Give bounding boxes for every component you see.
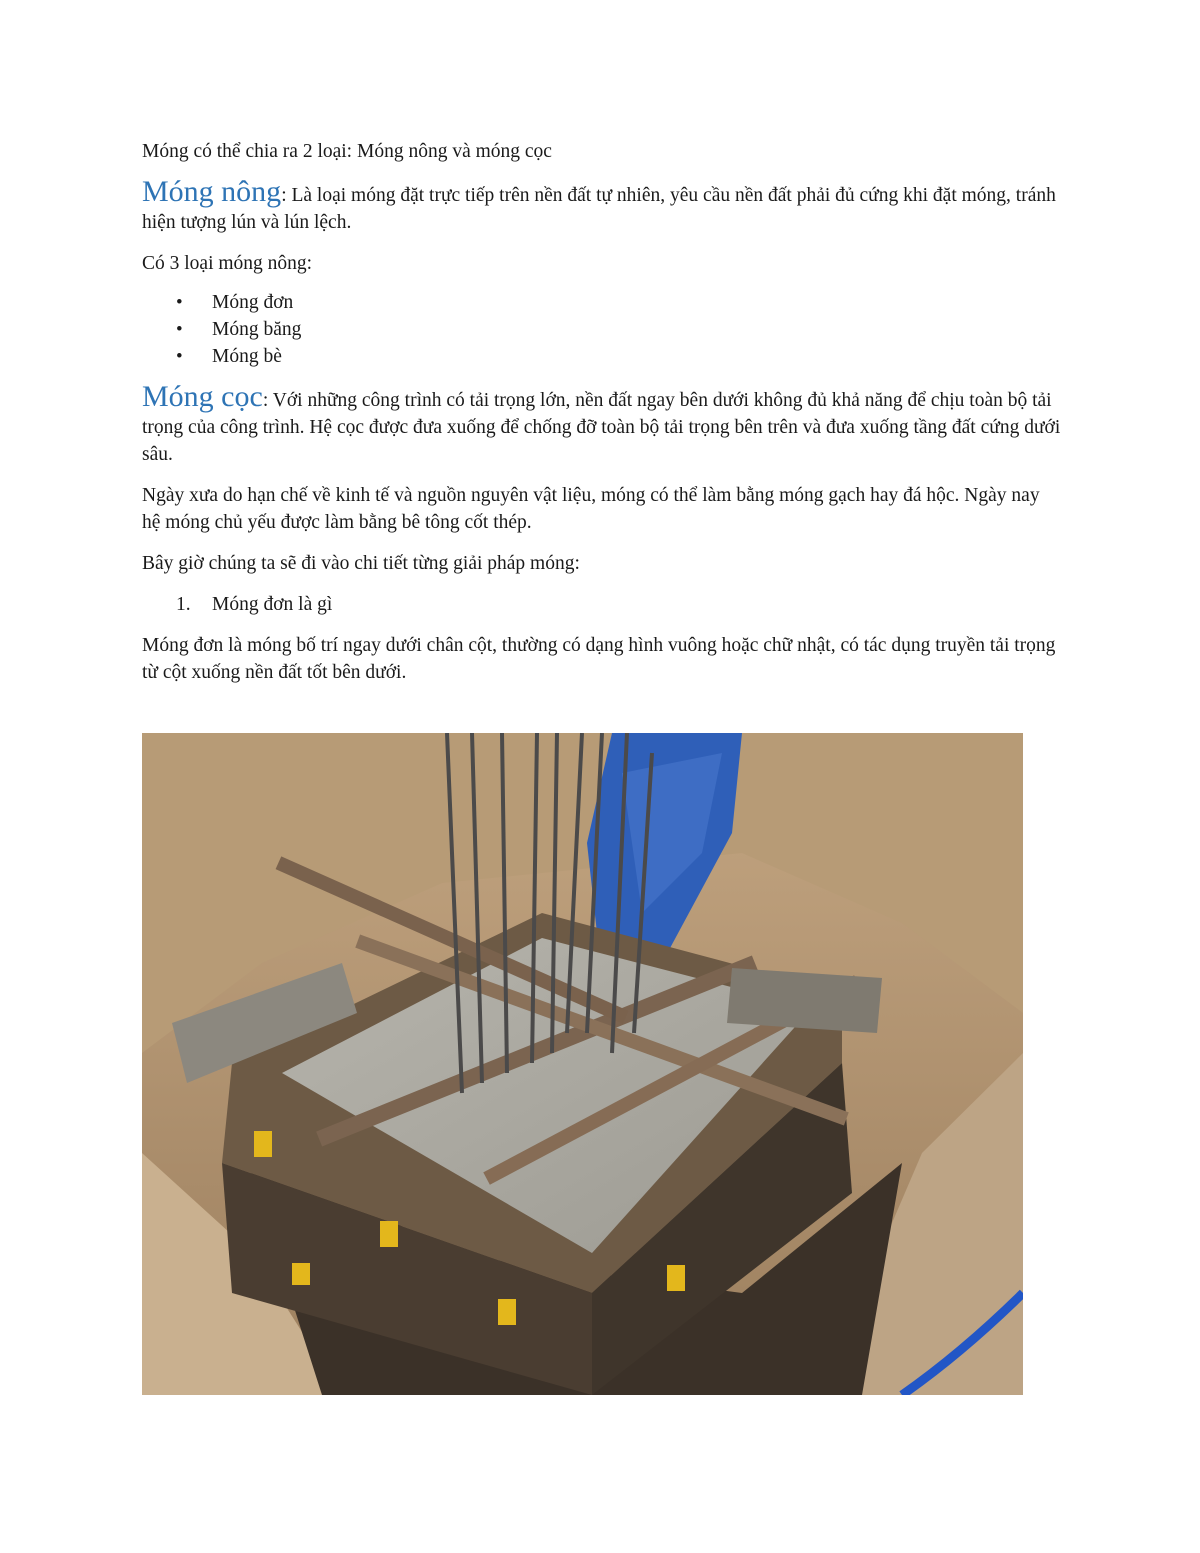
foundation-construction-photo xyxy=(142,733,1023,1395)
shallow-types-list xyxy=(142,289,1062,370)
list-item: • Móng đơn xyxy=(142,289,1062,316)
photo-illustration xyxy=(142,733,1023,1395)
bullet-icon: • xyxy=(176,346,183,367)
history-paragraph: Ngày xưa do hạn chế về kinh tế và nguồn nguyên vật liệu, móng có thể làm bằng móng gạch hay đá hộc. Ngày nay hệ móng chủ yếu được làm bằng bê tông cốt thép. xyxy=(142,485,1040,533)
bullet-icon: • xyxy=(176,319,183,340)
list-number: 1. xyxy=(176,594,191,615)
pile-foundation-paragraph xyxy=(142,382,1062,468)
list-item: • Móng bè xyxy=(142,343,1062,370)
types-intro: Có 3 loại móng nông: xyxy=(142,253,313,274)
shallow-foundation-paragraph xyxy=(142,177,1062,236)
list-item: • Móng băng xyxy=(142,316,1062,343)
shallow-foundation-text: : Là loại móng đặt trực tiếp trên nền đất tự nhiên, yêu cầu nền đất phải đủ cứng khi đặt móng, tránh hiện tượng lún và lún lệch. xyxy=(142,185,1056,233)
definition-paragraph: Móng đơn là móng bố trí ngay dưới chân cột, thường có dạng hình vuông hoặc chữ nhật, có tác dụng truyền tải trọng từ cột xuống nền đất tốt bên dưới. xyxy=(142,635,1056,683)
transition-paragraph: Bây giờ chúng ta sẽ đi vào chi tiết từng giải pháp móng: xyxy=(142,553,580,574)
document-body xyxy=(142,138,1062,700)
numbered-list xyxy=(142,591,1062,618)
shallow-foundation-heading: Móng nông xyxy=(142,175,282,208)
intro-paragraph: Móng có thể chia ra 2 loại: Móng nông và móng cọc xyxy=(142,141,552,162)
bullet-icon: • xyxy=(176,292,183,313)
pile-foundation-heading: Móng cọc xyxy=(142,380,263,413)
numbered-item: 1. Móng đơn là gì xyxy=(142,591,1062,618)
pile-foundation-text: : Với những công trình có tải trọng lớn, nền đất ngay bên dưới không đủ khả năng để chịu toàn bộ tải trọng của công trình. Hệ cọc được đưa xuống để chống đỡ toàn bộ tải trọng bên trên và đưa xuống tầng đất cứng dưới sâu. xyxy=(142,390,1061,465)
